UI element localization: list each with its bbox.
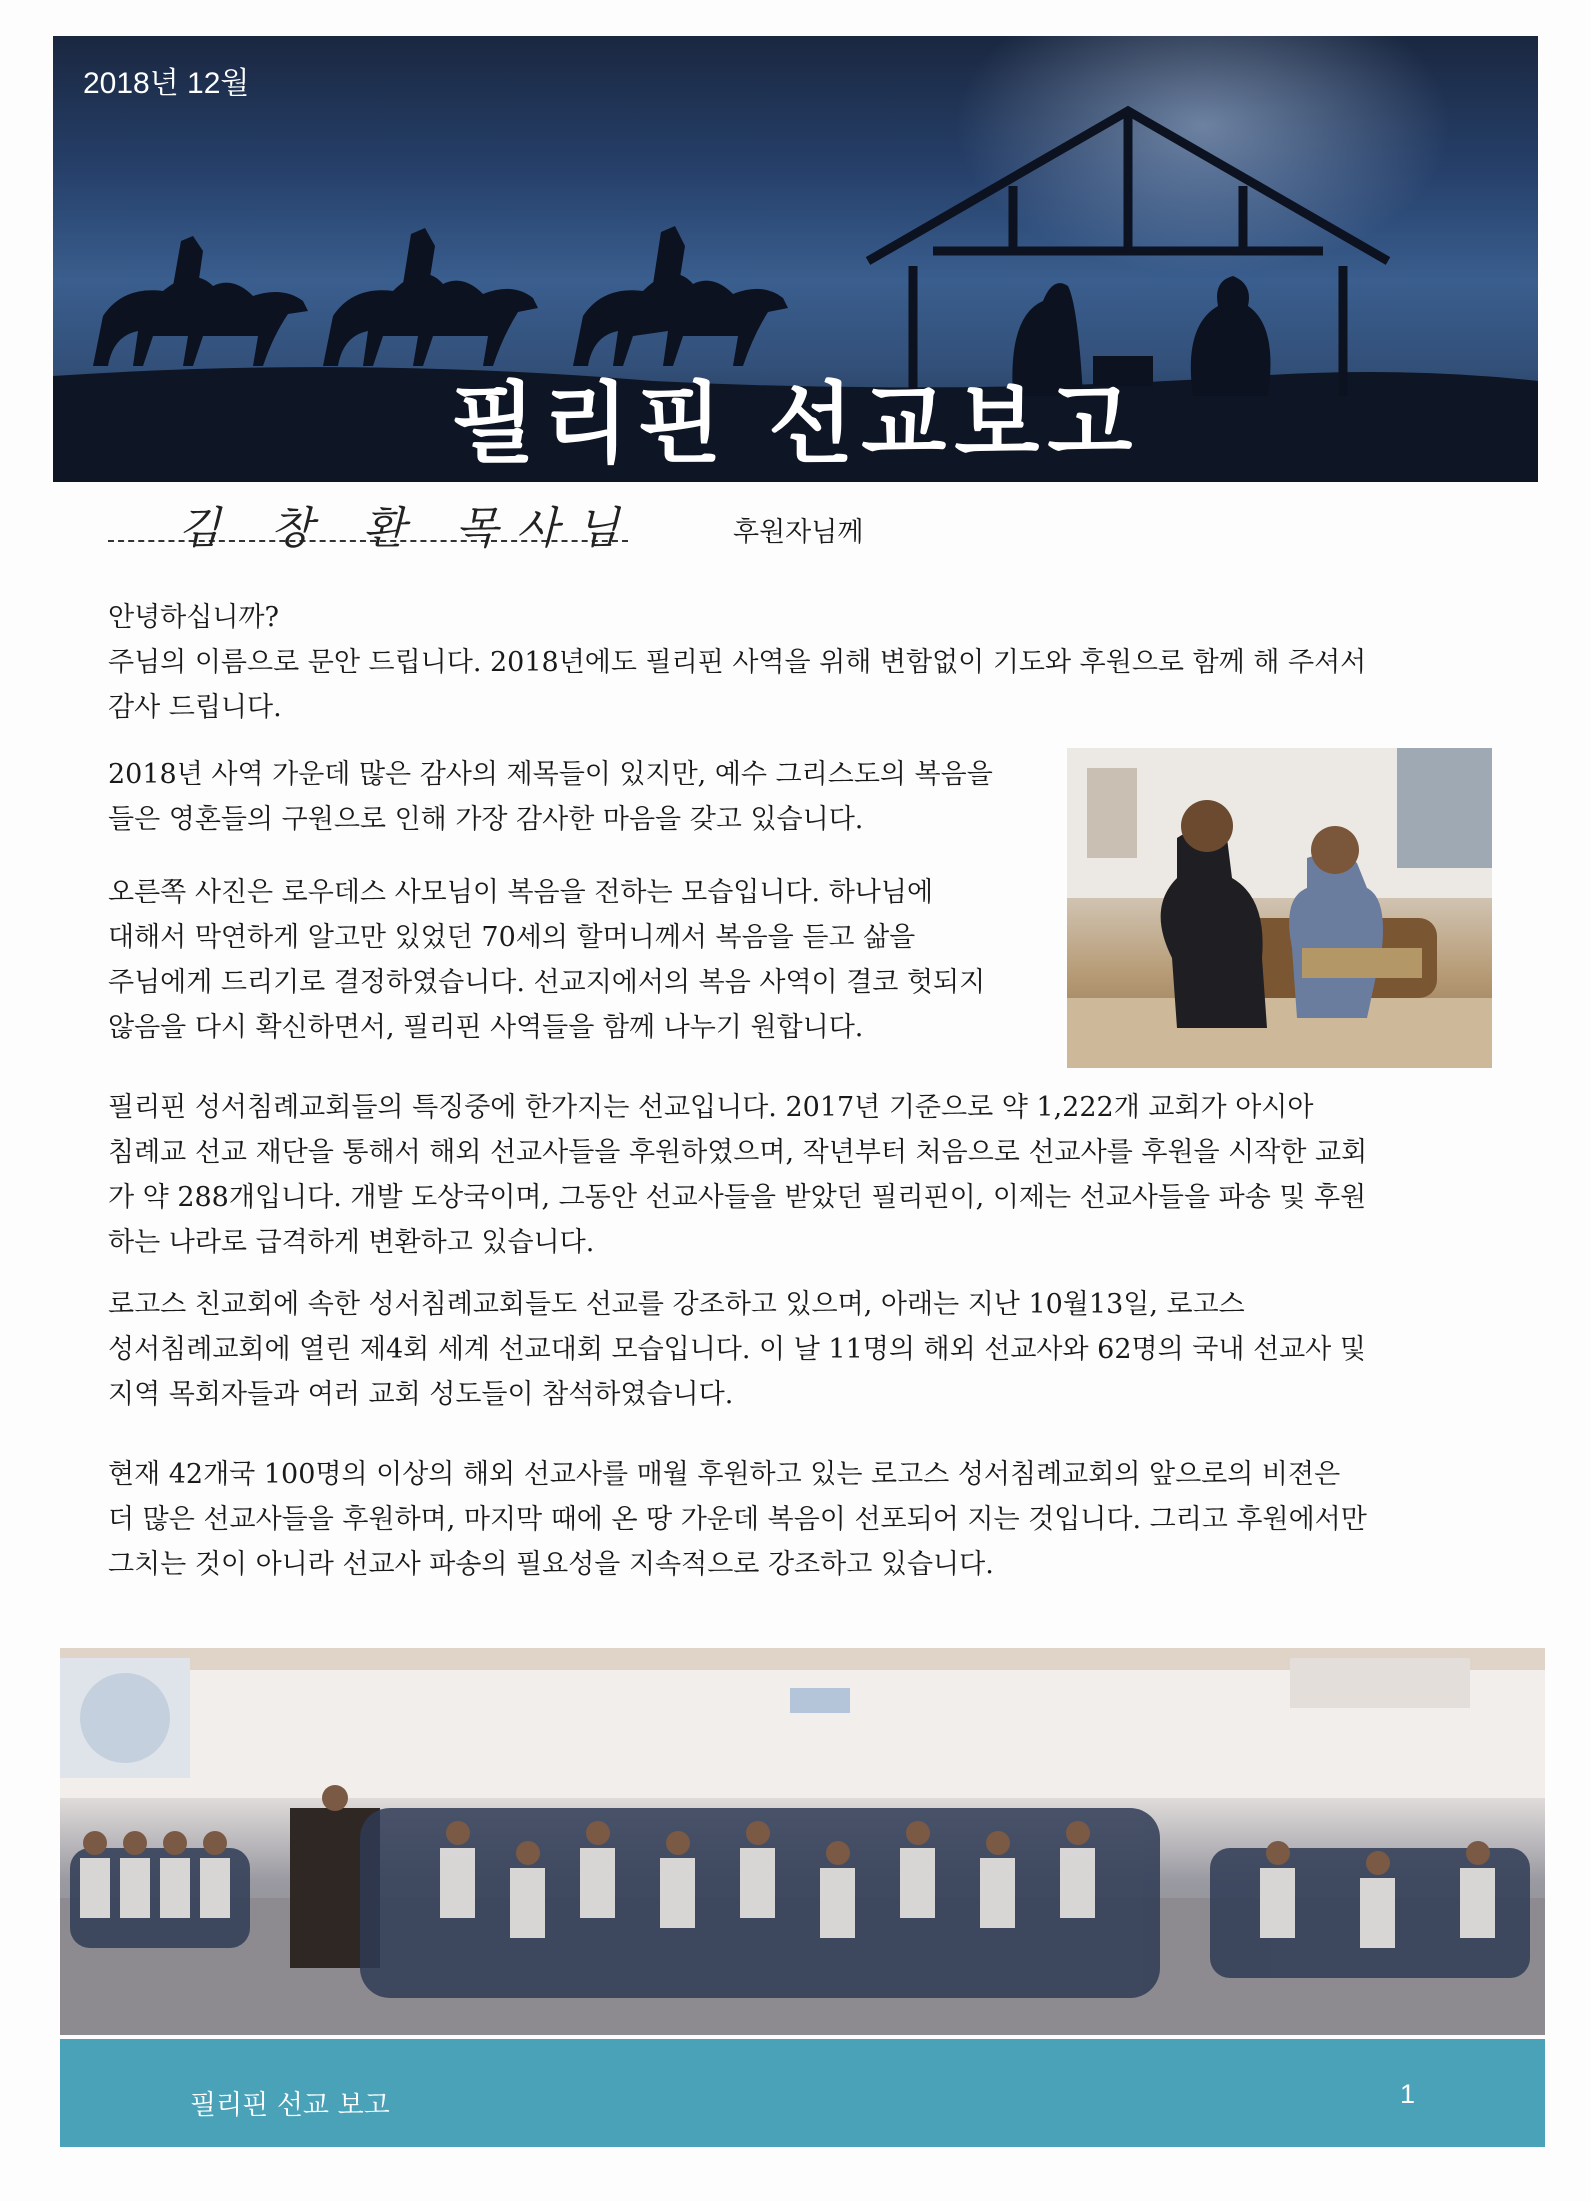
- text-line: 가 약 288개입니다. 개발 도상국이며, 그동안 선교사들을 받았던 필리핀이, 이제는 선교사들을 파송 및 후원: [108, 1182, 1367, 1213]
- text-line: 하는 나라로 급격하게 변환하고 있습니다.: [108, 1227, 595, 1258]
- recipient-name-handwritten: 김 창 환 목사님: [178, 503, 637, 554]
- page-title: 필리핀 선교보고: [450, 372, 1141, 475]
- photo-mission-conference-group: [60, 1648, 1545, 2035]
- text-line: 들은 영혼들의 구원으로 인해 가장 감사한 마음을 갖고 있습니다.: [108, 804, 864, 835]
- text-line: 감사 드립니다.: [108, 692, 282, 723]
- paragraph-vision: [108, 1452, 1367, 1587]
- text-line: 주님의 이름으로 문안 드립니다. 2018년에도 필리핀 사역을 위해 변함없이 기도와 후원으로 함께 해 주셔서: [108, 647, 1367, 678]
- paragraph-thanks: [108, 752, 993, 842]
- text-line: 더 많은 선교사들을 후원하며, 마지막 때에 온 땅 가운데 복음이 선포되어 지는 것입니다. 그리고 후원에서만: [108, 1504, 1367, 1535]
- recipient-line: [108, 492, 1208, 554]
- header-banner: [53, 36, 1538, 482]
- text-line: 침례교 선교 재단을 통해서 해외 선교사들을 후원하였으며, 작년부터 처음으로 선교사를 후원을 시작한 교회: [108, 1137, 1368, 1168]
- paragraph-mission-characteristics: [108, 1085, 1367, 1265]
- issue-date: 2018년 12월: [83, 67, 250, 100]
- page-number: 1: [1399, 2079, 1415, 2109]
- text-line: 지역 목회자들과 여러 교회 성도들이 참석하였습니다.: [108, 1379, 734, 1410]
- text-line: 로고스 친교회에 속한 성서침례교회들도 선교를 강조하고 있으며, 아래는 지난 10월13일, 로고스: [108, 1289, 1245, 1320]
- paragraph-mission-conference: [108, 1282, 1366, 1417]
- text-line: 안녕하십니까?: [108, 602, 279, 633]
- text-line: 주님에게 드리기로 결정하였습니다. 선교지에서의 복음 사역이 결코 헛되지: [108, 967, 986, 998]
- footer-bar: [60, 2039, 1545, 2147]
- camel-silhouettes: [93, 226, 788, 366]
- text-line: 않음을 다시 확신하면서, 필리핀 사역들을 함께 나누기 원합니다.: [108, 1012, 864, 1043]
- recipient-suffix: 후원자님께: [733, 517, 864, 548]
- text-line: 그치는 것이 아니라 선교사 파송의 필요성을 지속적으로 강조하고 있습니다.: [108, 1549, 994, 1580]
- text-line: 대해서 막연하게 알고만 있었던 70세의 할머니께서 복음을 듣고 삶을: [108, 922, 916, 953]
- paragraph-photo-description: [108, 870, 985, 1050]
- text-line: 필리핀 성서침례교회들의 특징중에 한가지는 선교입니다. 2017년 기준으로 약 1,222개 교회가 아시아: [108, 1092, 1314, 1123]
- footer-label: 필리핀 선교 보고: [190, 2090, 390, 2121]
- paragraph-greeting: [108, 595, 1366, 730]
- text-line: 2018년 사역 가운데 많은 감사의 제목들이 있지만, 예수 그리스도의 복음을: [108, 759, 993, 790]
- text-line: 성서침례교회에 열린 제4회 세계 선교대회 모습입니다. 이 날 11명의 해외 선교사와 62명의 국내 선교사 및: [108, 1334, 1366, 1365]
- text-line: 오른쪽 사진은 로우데스 사모님이 복음을 전하는 모습입니다. 하나님에: [108, 877, 934, 908]
- text-line: 현재 42개국 100명의 이상의 해외 선교사를 매월 후원하고 있는 로고스 성서침례교회의 앞으로의 비젼은: [108, 1459, 1341, 1490]
- photo-evangelism: [1067, 748, 1492, 1068]
